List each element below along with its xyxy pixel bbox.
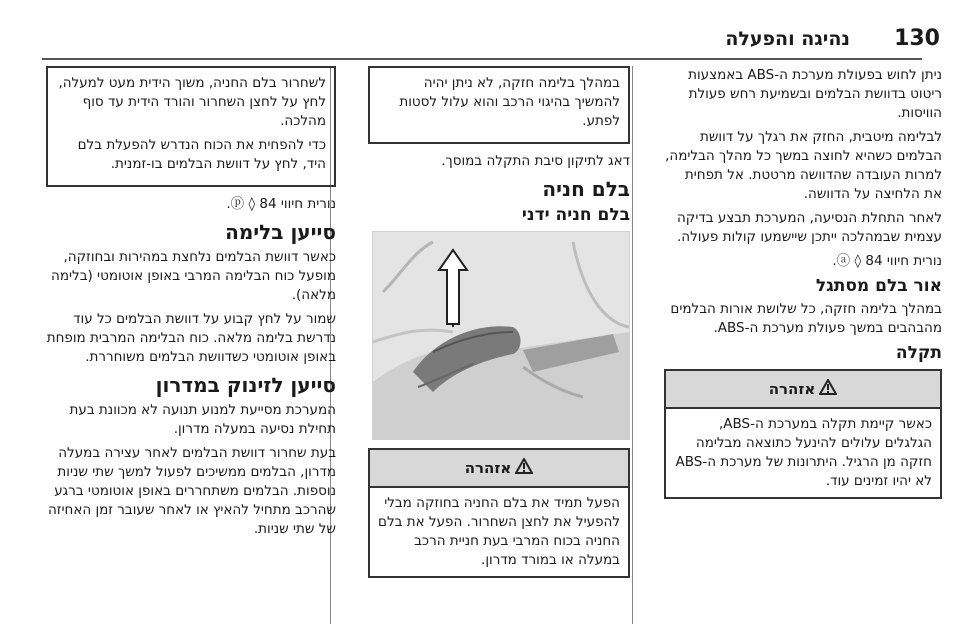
page-title: נהיגה והפעלה	[725, 28, 850, 50]
warning-label: אזהרה	[768, 380, 816, 398]
parking-brake-lever-figure	[372, 231, 630, 440]
header-rule	[42, 58, 922, 60]
hill-start-intro-text: המערכת מסייעת למנוע תנועה לא מכוונת בעת תחילת נסיעה במעלה מדרון.	[69, 402, 336, 437]
column-divider	[632, 66, 633, 624]
adaptive-brake-light-heading: אור בלם מסתגל	[815, 276, 942, 296]
abs-warning-box	[664, 369, 942, 499]
column-right	[664, 66, 942, 626]
repair-instruction-text: דאג לתיקון סיבת התקלה במוסך.	[441, 153, 630, 169]
reduce-force-text: כדי להפחית את הכוח הנדרש להפעלת בלם היד, לחץ על דוושת הבלמים בו-זמנית.	[77, 137, 326, 172]
column-middle	[368, 66, 630, 626]
parking-brake-warning-box	[368, 448, 630, 578]
hill-start-detail-text: בעת שחרור דוושת הבלמים לאחר עצירה במעלה מדרון, הבלמים ממשיכים לפעול למשך שתי שניות נוספות. הבלמים משתחררים באופן אוטומטי ברגע שהרכב מתחיל להאיץ או לאחר שעובר זמן האחיזה של שתי שניות.	[47, 445, 336, 537]
hand-brake-subheading: בלם חניה ידני	[521, 205, 630, 225]
warning-label: אזהרה	[464, 459, 512, 477]
steering-warning-text: במהלך בלימה חזקה, לא ניתן יהיה להמשיך בהיגוי הרכב והוא עלול לסטות לפתע.	[399, 75, 620, 129]
fault-heading: תקלה	[895, 343, 942, 363]
warning-header	[370, 450, 628, 488]
optimal-braking-text: לבלימה מיטבית, החזק את רגלך על דוושת הבלמים כשהיא לחוצה במשך כל מהלך הבלימה, למרות העובדה שהדוושה מרטטת. אל תפחית את הלחיצה על הדוושה.	[665, 129, 942, 202]
brake-assist-heading: סייען בלימה	[225, 220, 336, 244]
adaptive-brake-light-text: במהלך בלימה חזקה, כל שלושת אורות הבלמים מהבהבים במשך פעולת מערכת ה-ABS.	[670, 301, 942, 336]
page-number: 130	[894, 26, 940, 51]
parking-brake-heading: בלם חניה	[542, 177, 630, 201]
release-instruction-text: לשחרור בלם החניה, משוך הידית מעט למעלה, לחץ על לחצן השחרור והורד הידית עד סוף מהלכה.	[58, 75, 326, 129]
column-left	[46, 66, 336, 626]
parking-brake-illustration	[373, 232, 629, 439]
parking-brake-warning-text: הפעל תמיד את בלם החניה בחוזקה מבלי להפעיל את לחצן השחרור. הפעל את בלם החניה בכוח המרבי בעת חניית הרכב במעלה או במורד מדרון.	[377, 495, 620, 568]
brake-assist-text: כאשר דוושת הבלמים נלחצת במהירות ובחוזקה, מופעל כוח הבלימה המרבי באופן אוטומטי (בלימה מלאה).	[51, 249, 336, 303]
brake-assist-pressure-text: שמור על לחץ קבוע על דוושת הבלמים כל עוד נדרשת בלימה מלאה. כוח הבלימה המרבית מופחת באופן אוטומטי כשדוושת הבלמים משוחררת.	[46, 311, 336, 365]
hill-start-assist-heading: סייען לזינוק במדרון	[155, 373, 336, 397]
warning-triangle-icon	[515, 458, 533, 478]
abs-warning-text: כאשר קיימת תקלה במערכת ה-ABS, הגלגלים עלולים להינעל כתוצאה מבלימה חזקה מן הרגיל. היתרונות של מערכת ה-ABS לא יהיו זמינים עוד.	[675, 416, 932, 489]
warning-header	[666, 371, 940, 409]
self-test-text: לאחר התחלת הנסיעה, המערכת תבצע בדיקה עצמית שבמהלכה ייתכן שיישמעו קולות פעולה.	[676, 210, 942, 245]
warning-triangle-icon	[819, 379, 837, 399]
indicator-reference-link[interactable]: נורית חיווי ⓟ ◊ 84.	[226, 196, 336, 212]
release-instructions-box	[46, 66, 336, 187]
abs-feel-text: ניתן לחוש בפעולת מערכת ה-ABS באמצעות ריטוט בדוושת הבלמים ובשמיעת רחש פעולת הוויסות.	[688, 67, 942, 121]
indicator-reference-link[interactable]: נורית חיווי ⓐ ◊ 84.	[832, 253, 942, 269]
steering-warning-continuation	[368, 66, 630, 144]
